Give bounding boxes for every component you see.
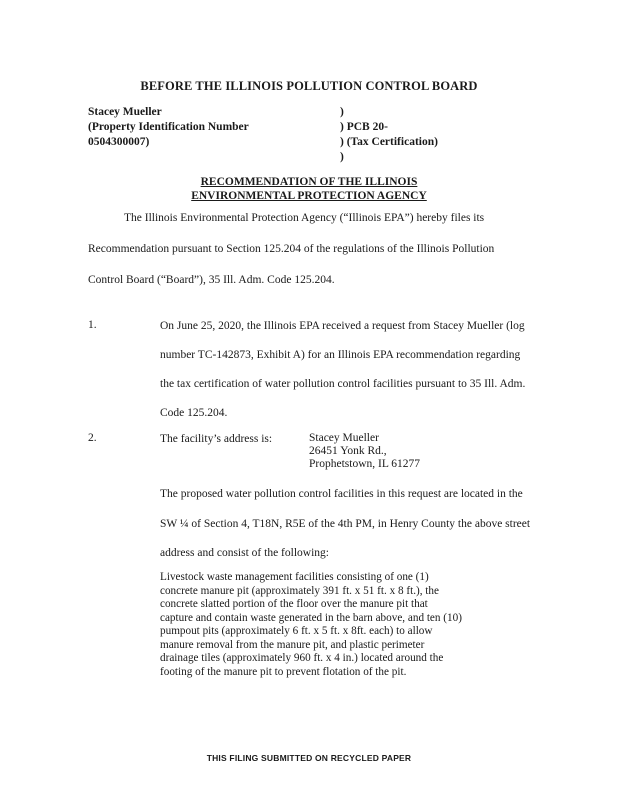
caption-left-line: 0504300007) [88,136,150,148]
quote-line: concrete manure pit (approximately 391 ft. x 51 ft. x 8 ft.), the [160,584,439,597]
item1-line: number TC-142873, Exhibit A) for an Illinois EPA recommendation regarding [160,349,521,361]
intro-line: Control Board (“Board”), 35 Ill. Adm. Code 125.204. [88,274,335,286]
intro-line: Recommendation pursuant to Section 125.204 of the regulations of the Illinois Pollution [88,243,495,255]
item-number: 1. [88,319,97,331]
caption-docket [340,105,438,165]
quote-line: manure removal from the manure pit, and plastic perimeter [160,638,425,651]
item-number: 2. [88,432,97,444]
caption-right-line: ) [340,106,344,118]
facility-address [309,432,420,471]
quote-line: concrete slatted portion of the floor over the manure pit that [160,598,428,610]
caption-right-line: ) (Tax Certification) [340,136,438,148]
caption-left-line: (Property Identification Number [88,121,249,133]
quote-line: capture and contain waste generated in the barn above, and ten (10) [160,611,462,624]
quote-line: drainage tiles (approximately 960 ft. x 4 in.) located around the [160,652,444,664]
heading-line: ENVIRONMENTAL PROTECTION AGENCY [191,190,427,202]
item2-line: The proposed water pollution control facilities in this request are located in the [160,488,523,500]
address-line: Prophetstown, IL 61277 [309,458,421,470]
item2-line: SW ¼ of Section 4, T18N, R5E of the 4th PM, in Henry County the above street [160,518,531,530]
document-title: BEFORE THE ILLINOIS POLLUTION CONTROL BOARD [140,79,478,93]
item1-line: Code 125.204. [160,407,228,419]
address-label: The facility’s address is: [160,433,273,445]
caption-party [88,105,249,150]
caption-left-line: Stacey Mueller [88,106,162,118]
caption-right-line: ) [340,151,344,163]
facility-description [160,571,462,679]
caption-right-line: ) PCB 20- [340,121,388,133]
intro-line: The Illinois Environmental Protection Agency (“Illinois EPA”) hereby files its [124,212,485,224]
recommendation-heading [0,175,618,203]
address-line: 26451 Yonk Rd., [309,445,387,457]
item1-line: On June 25, 2020, the Illinois EPA received a request from Stacey Mueller (log [160,320,525,332]
heading-line: RECOMMENDATION OF THE ILLINOIS [200,176,418,188]
quote-line: pumpout pits (approximately 6 ft. x 5 ft. x 8ft. each) to allow [160,625,433,637]
item1-line: the tax certification of water pollution control facilities pursuant to 35 Ill. Adm. [160,378,526,390]
item2-line: address and consist of the following: [160,547,329,559]
address-line: Stacey Mueller [309,432,379,444]
quote-line: Livestock waste management facilities consisting of one (1) [160,571,429,583]
recycled-paper-footer: THIS FILING SUBMITTED ON RECYCLED PAPER [206,753,412,763]
quote-line: footing of the manure pit to prevent flotation of the pit. [160,665,407,678]
